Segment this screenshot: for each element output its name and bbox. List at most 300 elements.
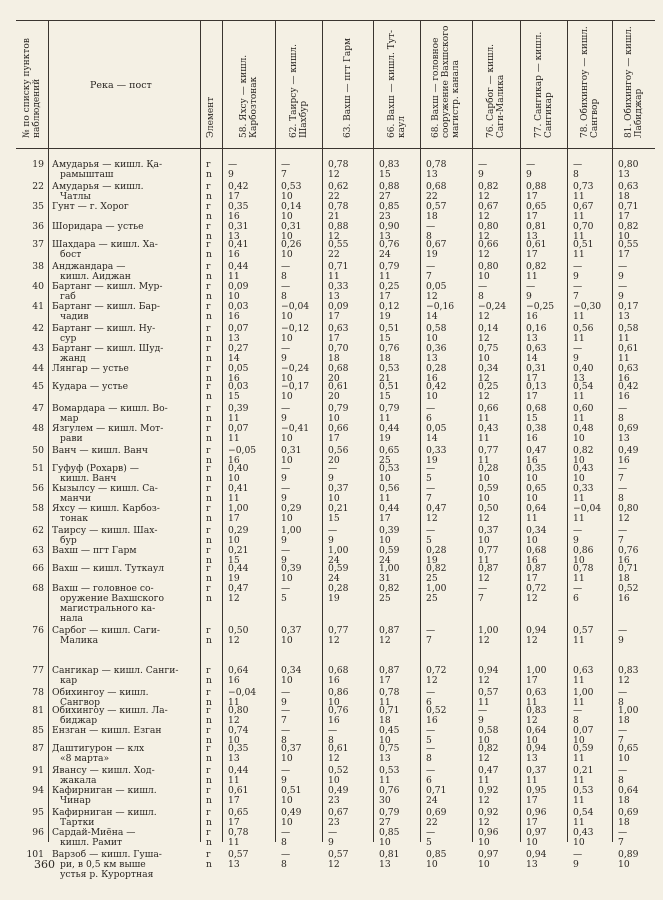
observation-count: 16 bbox=[526, 455, 538, 466]
observation-count: 16 bbox=[526, 433, 538, 444]
correlation-value: 0,51 bbox=[379, 323, 400, 334]
correlation-value: 0,63 bbox=[618, 363, 639, 374]
observation-count: 10 bbox=[573, 735, 585, 746]
river-post-name: Даштигурон — клх bbox=[52, 743, 145, 754]
river-post-name: кишл. Рамит bbox=[60, 837, 123, 848]
observation-count: 10 bbox=[281, 817, 293, 828]
observation-count: 17 bbox=[228, 191, 240, 202]
column-divider bbox=[200, 20, 201, 842]
correlation-value: 0,65 bbox=[526, 483, 547, 494]
observation-count: 5 bbox=[426, 837, 432, 848]
correlation-value: 0,14 bbox=[281, 201, 302, 212]
river-post-name: Лянгар — устье bbox=[52, 363, 129, 374]
observation-count: 15 bbox=[379, 169, 391, 180]
header-line: сооружение Вахшского bbox=[441, 25, 451, 138]
correlation-value: 0,27 bbox=[228, 343, 249, 354]
correlation-value: 0,57 bbox=[426, 201, 447, 212]
observation-count: 5 bbox=[426, 535, 432, 546]
row-number: 85 bbox=[32, 725, 44, 736]
observation-count: 17 bbox=[618, 249, 630, 260]
correlation-value: 0,71 bbox=[426, 785, 447, 796]
observation-count: 10 bbox=[281, 753, 293, 764]
observation-count: 13 bbox=[379, 753, 391, 764]
correlation-value: 0,58 bbox=[426, 323, 447, 334]
observation-count: 10 bbox=[228, 291, 240, 302]
observation-count: 12 bbox=[328, 753, 340, 764]
observation-count: 9 bbox=[618, 291, 624, 302]
correlation-value: 0,28 bbox=[328, 583, 349, 594]
observation-count: 16 bbox=[618, 555, 630, 566]
observation-count: 16 bbox=[618, 391, 630, 402]
header-line: магистр. канала bbox=[451, 59, 461, 138]
correlation-value: — bbox=[426, 483, 436, 494]
element-symbol: r bbox=[206, 363, 211, 374]
correlation-value: 1,00 bbox=[573, 687, 594, 698]
header-line: Саги-Малика bbox=[496, 74, 506, 138]
correlation-value: 0,64 bbox=[526, 503, 547, 514]
observation-count: 6 bbox=[573, 593, 579, 604]
row-number: 40 bbox=[32, 281, 44, 292]
correlation-value: −0,25 bbox=[526, 301, 555, 312]
row-number: 96 bbox=[32, 827, 44, 838]
river-post-name: Вомардара — кишл. Во- bbox=[52, 403, 168, 414]
observation-count: 13 bbox=[618, 311, 630, 322]
correlation-value: 0,71 bbox=[618, 201, 639, 212]
header-line: 58. Яхсу — кишл. bbox=[238, 54, 249, 138]
observation-count: 18 bbox=[328, 353, 340, 364]
observation-count: 9 bbox=[526, 291, 532, 302]
row-number: 19 bbox=[32, 159, 44, 170]
observation-count: 13 bbox=[618, 433, 630, 444]
river-post-name: кар bbox=[60, 675, 78, 686]
correlation-value: 0,66 bbox=[478, 239, 499, 250]
correlation-value: 0,49 bbox=[328, 785, 349, 796]
correlation-value: 0,21 bbox=[228, 545, 249, 556]
observation-count: 10 bbox=[328, 413, 340, 424]
observation-count: 16 bbox=[228, 455, 240, 466]
correlation-value: — bbox=[526, 281, 536, 292]
correlation-value: 0,09 bbox=[328, 301, 349, 312]
observation-count: 17 bbox=[526, 191, 538, 202]
correlation-value: 0,38 bbox=[526, 423, 547, 434]
correlation-value: 0,59 bbox=[478, 483, 499, 494]
observation-count: 19 bbox=[426, 455, 438, 466]
correlation-value: 0,44 bbox=[228, 563, 249, 574]
correlation-value: 0,21 bbox=[573, 765, 594, 776]
observation-count: 11 bbox=[573, 573, 585, 584]
header-line: каул bbox=[396, 115, 407, 138]
observation-count: 19 bbox=[379, 433, 391, 444]
correlation-value: 0,48 bbox=[573, 423, 594, 434]
correlation-value: 0,78 bbox=[328, 159, 349, 170]
element-symbol: r bbox=[206, 181, 211, 192]
row-number: 76 bbox=[32, 625, 44, 636]
observation-count: 8 bbox=[281, 271, 287, 282]
correlation-value: — bbox=[281, 483, 291, 494]
correlation-value: 0,52 bbox=[328, 765, 349, 776]
observation-count: 10 bbox=[618, 753, 630, 764]
correlation-value: 1,00 bbox=[478, 625, 499, 636]
river-post-name: Чинар bbox=[60, 795, 91, 806]
correlation-value: 0,83 bbox=[526, 705, 547, 716]
element-symbol: n bbox=[206, 291, 212, 302]
correlation-value: 0,05 bbox=[228, 363, 249, 374]
correlation-value: 1,00 bbox=[328, 545, 349, 556]
observation-count: 25 bbox=[379, 593, 391, 604]
correlation-value: 0,33 bbox=[426, 445, 447, 456]
correlation-value: 0,36 bbox=[426, 343, 447, 354]
correlation-value: 0,33 bbox=[328, 281, 349, 292]
correlation-value: 0,71 bbox=[379, 705, 400, 716]
correlation-value: 0,50 bbox=[228, 625, 249, 636]
river-post-name: оружение Вахшского bbox=[60, 593, 165, 604]
correlation-value: 0,53 bbox=[281, 181, 302, 192]
element-symbol: n bbox=[206, 333, 212, 344]
row-number: 94 bbox=[32, 785, 44, 796]
row-number: 50 bbox=[32, 445, 44, 456]
correlation-value: −0,04 bbox=[228, 687, 257, 698]
element-symbol: r bbox=[206, 159, 211, 170]
column-divider bbox=[275, 20, 276, 842]
observation-count: 7 bbox=[426, 635, 432, 646]
row-number: 22 bbox=[32, 181, 44, 192]
observation-count: 12 bbox=[526, 715, 538, 726]
observation-count: 16 bbox=[618, 593, 630, 604]
correlation-value: 0,61 bbox=[328, 381, 349, 392]
correlation-value: — bbox=[478, 583, 488, 594]
observation-count: 10 bbox=[281, 333, 293, 344]
correlation-value: — bbox=[618, 725, 628, 736]
correlation-value: 0,69 bbox=[618, 807, 639, 818]
correlation-value: 0,76 bbox=[618, 545, 639, 556]
river-post-name: Сардай-Миёна — bbox=[52, 827, 136, 838]
correlation-value: — bbox=[573, 583, 583, 594]
observation-count: 13 bbox=[379, 859, 391, 870]
observation-count: 8 bbox=[618, 413, 624, 424]
observation-count: 10 bbox=[281, 231, 293, 242]
correlation-value: 0,34 bbox=[281, 665, 302, 676]
element-symbol: n bbox=[206, 775, 212, 786]
correlation-value: — bbox=[328, 463, 338, 474]
row-number: 41 bbox=[32, 301, 44, 312]
correlation-value: 0,68 bbox=[426, 181, 447, 192]
correlation-value: 0,13 bbox=[526, 381, 547, 392]
correlation-value: 0,44 bbox=[379, 503, 400, 514]
river-post-name: магистрального ка- bbox=[60, 603, 156, 614]
correlation-value: 0,71 bbox=[618, 563, 639, 574]
observation-count: 8 bbox=[281, 291, 287, 302]
correlation-value: — bbox=[478, 705, 488, 716]
correlation-value: — bbox=[228, 159, 238, 170]
row-number: 63 bbox=[32, 545, 44, 556]
correlation-value: −0,04 bbox=[281, 301, 310, 312]
observation-count: 11 bbox=[228, 697, 240, 708]
observation-count: 19 bbox=[328, 593, 340, 604]
correlation-value: 0,65 bbox=[618, 743, 639, 754]
element-symbol: r bbox=[206, 423, 211, 434]
correlation-value: 0,77 bbox=[478, 545, 499, 556]
observation-count: 18 bbox=[618, 795, 630, 806]
row-number: 101 bbox=[26, 849, 44, 860]
observation-count: 15 bbox=[228, 555, 240, 566]
correlation-value: — bbox=[426, 261, 436, 272]
correlation-value: 0,42 bbox=[228, 181, 249, 192]
element-symbol: n bbox=[206, 249, 212, 260]
observation-count: 10 bbox=[526, 473, 538, 484]
observation-count: 12 bbox=[426, 291, 438, 302]
correlation-value: 0,87 bbox=[526, 563, 547, 574]
river-post-name: кишл. Аиджан bbox=[60, 271, 131, 282]
correlation-value: 0,42 bbox=[426, 381, 447, 392]
correlation-value: — bbox=[281, 687, 291, 698]
observation-count: 31 bbox=[379, 573, 391, 584]
observation-count: 11 bbox=[573, 333, 585, 344]
correlation-value: −0,17 bbox=[281, 381, 310, 392]
observation-count: 9 bbox=[281, 413, 287, 424]
correlation-value: 0,78 bbox=[573, 563, 594, 574]
observation-count: 11 bbox=[573, 795, 585, 806]
river-post-name: Кафирниган — кишл. bbox=[52, 807, 157, 818]
observation-count: 11 bbox=[573, 635, 585, 646]
observation-count: 11 bbox=[573, 413, 585, 424]
observation-count: 11 bbox=[526, 775, 538, 786]
element-symbol: r bbox=[206, 301, 211, 312]
element-symbol: r bbox=[206, 687, 211, 698]
observation-count: 7 bbox=[281, 715, 287, 726]
correlation-value: 0,07 bbox=[228, 323, 249, 334]
correlation-value: 0,17 bbox=[618, 301, 639, 312]
correlation-value: 0,82 bbox=[618, 221, 639, 232]
observation-count: 12 bbox=[478, 249, 490, 260]
river-post-name: Бартанг — кишл. Мур- bbox=[52, 281, 163, 292]
correlation-value: −0,30 bbox=[573, 301, 602, 312]
element-symbol: r bbox=[206, 665, 211, 676]
observation-count: 16 bbox=[228, 249, 240, 260]
correlation-value: 0,49 bbox=[618, 445, 639, 456]
river-post-name: жакала bbox=[60, 775, 97, 786]
observation-count: 7 bbox=[618, 735, 624, 746]
observation-count: 19 bbox=[379, 311, 391, 322]
observation-count: 10 bbox=[328, 775, 340, 786]
observation-count: 13 bbox=[228, 859, 240, 870]
correlation-value: 1,00 bbox=[228, 503, 249, 514]
correlation-value: 0,97 bbox=[526, 827, 547, 838]
observation-count: 7 bbox=[618, 473, 624, 484]
element-symbol: n bbox=[206, 635, 212, 646]
element-symbol: r bbox=[206, 381, 211, 392]
observation-count: 9 bbox=[328, 535, 334, 546]
observation-count: 5 bbox=[281, 593, 287, 604]
column-divider bbox=[567, 20, 568, 842]
observation-count: 22 bbox=[328, 249, 340, 260]
correlation-value: 0,37 bbox=[328, 483, 349, 494]
correlation-value: 0,05 bbox=[426, 423, 447, 434]
correlation-value: — bbox=[526, 159, 536, 170]
correlation-value: 0,88 bbox=[328, 221, 349, 232]
element-symbol: n bbox=[206, 593, 212, 604]
element-symbol: r bbox=[206, 785, 211, 796]
correlation-value: 0,57 bbox=[478, 687, 499, 698]
observation-count: 13 bbox=[573, 373, 585, 384]
observation-count: 12 bbox=[228, 715, 240, 726]
correlation-value: 0,69 bbox=[426, 807, 447, 818]
correlation-value: 0,39 bbox=[228, 403, 249, 414]
correlation-value: 0,89 bbox=[618, 849, 639, 860]
observation-count: 24 bbox=[379, 555, 391, 566]
observation-count: 9 bbox=[228, 169, 234, 180]
observation-count: 11 bbox=[573, 493, 585, 504]
correlation-value: 0,69 bbox=[618, 423, 639, 434]
observation-count: 20 bbox=[328, 373, 340, 384]
row-number: 51 bbox=[32, 463, 44, 474]
observation-count: 12 bbox=[478, 675, 490, 686]
observation-count: 5 bbox=[426, 735, 432, 746]
correlation-value: −0,16 bbox=[426, 301, 455, 312]
river-post-name: Шоридара — устье bbox=[52, 221, 144, 232]
correlation-value: 0,51 bbox=[281, 785, 302, 796]
correlation-value: 0,72 bbox=[426, 665, 447, 676]
river-post-name: Гуфуф (Рохарв) — bbox=[52, 463, 139, 474]
correlation-value: 0,44 bbox=[228, 261, 249, 272]
observation-count: 11 bbox=[618, 333, 630, 344]
correlation-value: — bbox=[618, 261, 628, 272]
observation-count: 11 bbox=[573, 775, 585, 786]
correlation-value: 0,88 bbox=[379, 181, 400, 192]
header-line: Элемент bbox=[206, 96, 216, 138]
correlation-value: 0,78 bbox=[228, 827, 249, 838]
element-symbol: n bbox=[206, 493, 212, 504]
correlation-value: 0,97 bbox=[478, 849, 499, 860]
observation-count: 10 bbox=[478, 353, 490, 364]
correlation-value: — bbox=[426, 525, 436, 536]
correlation-value: 0,44 bbox=[228, 765, 249, 776]
observation-count: 17 bbox=[379, 513, 391, 524]
correlation-value: 0,83 bbox=[618, 665, 639, 676]
observation-count: 12 bbox=[379, 635, 391, 646]
row-number: 48 bbox=[32, 423, 44, 434]
observation-count: 18 bbox=[618, 573, 630, 584]
observation-count: 13 bbox=[426, 353, 438, 364]
correlation-value: 0,49 bbox=[281, 807, 302, 818]
correlation-value: 0,34 bbox=[478, 363, 499, 374]
correlation-value: 0,92 bbox=[478, 807, 499, 818]
observation-count: 7 bbox=[281, 169, 287, 180]
element-symbol: n bbox=[206, 191, 212, 202]
observation-count: 14 bbox=[526, 353, 538, 364]
observation-count: 22 bbox=[426, 191, 438, 202]
observation-count: 9 bbox=[478, 715, 484, 726]
observation-count: 23 bbox=[328, 795, 340, 806]
header-river: Река — пост bbox=[90, 80, 152, 91]
correlation-value: — bbox=[618, 403, 628, 414]
observation-count: 11 bbox=[526, 513, 538, 524]
row-number: 43 bbox=[32, 343, 44, 354]
observation-count: 20 bbox=[328, 391, 340, 402]
observation-count: 11 bbox=[573, 697, 585, 708]
element-symbol: r bbox=[206, 343, 211, 354]
observation-count: 11 bbox=[618, 353, 630, 364]
table-top-border bbox=[16, 20, 655, 21]
observation-count: 13 bbox=[526, 859, 538, 870]
correlation-value: 0,12 bbox=[379, 301, 400, 312]
correlation-value: — bbox=[281, 159, 291, 170]
observation-count: 10 bbox=[478, 735, 490, 746]
observation-count: 10 bbox=[281, 513, 293, 524]
observation-count: 24 bbox=[426, 795, 438, 806]
river-post-name: мар bbox=[60, 413, 79, 424]
correlation-value: 0,67 bbox=[328, 807, 349, 818]
observation-count: 12 bbox=[228, 593, 240, 604]
correlation-value: 0,66 bbox=[478, 403, 499, 414]
correlation-value: — bbox=[573, 281, 583, 292]
observation-count: 11 bbox=[573, 231, 585, 242]
element-symbol: r bbox=[206, 503, 211, 514]
correlation-value: 0,90 bbox=[379, 221, 400, 232]
observation-count: 15 bbox=[228, 391, 240, 402]
element-symbol: r bbox=[206, 525, 211, 536]
correlation-value: 0,14 bbox=[478, 323, 499, 334]
correlation-value: 0,82 bbox=[379, 583, 400, 594]
observation-count: 13 bbox=[228, 333, 240, 344]
header-line: Сангикар bbox=[543, 92, 554, 138]
correlation-value: 0,88 bbox=[526, 181, 547, 192]
correlation-value: 1,00 bbox=[426, 583, 447, 594]
correlation-value: 0,60 bbox=[573, 403, 594, 414]
correlation-value: 0,50 bbox=[478, 503, 499, 514]
observation-count: 10 bbox=[281, 795, 293, 806]
correlation-value: 0,28 bbox=[426, 545, 447, 556]
observation-count: 8 bbox=[281, 837, 287, 848]
correlation-value: — bbox=[281, 705, 291, 716]
correlation-value: 0,86 bbox=[573, 545, 594, 556]
observation-count: 27 bbox=[379, 817, 391, 828]
correlation-value: 0,57 bbox=[573, 625, 594, 636]
correlation-value: 0,55 bbox=[618, 239, 639, 250]
element-symbol: n bbox=[206, 817, 212, 828]
row-number: 42 bbox=[32, 323, 44, 334]
river-post-name: Яхсу — кишл. Карбоз- bbox=[52, 503, 160, 514]
river-post-name: Кафирниган — кишл. bbox=[52, 785, 157, 796]
observation-count: 20 bbox=[328, 455, 340, 466]
observation-count: 11 bbox=[573, 753, 585, 764]
element-symbol: n bbox=[206, 715, 212, 726]
observation-count: 13 bbox=[618, 169, 630, 180]
correlation-value: 0,53 bbox=[573, 785, 594, 796]
observation-count: 13 bbox=[526, 231, 538, 242]
correlation-value: 0,65 bbox=[228, 807, 249, 818]
header-separator bbox=[16, 148, 655, 149]
row-number: 68 bbox=[32, 583, 44, 594]
observation-count: 11 bbox=[478, 697, 490, 708]
observation-count: 11 bbox=[228, 775, 240, 786]
observation-count: 12 bbox=[328, 169, 340, 180]
correlation-value: — bbox=[618, 483, 628, 494]
element-symbol: n bbox=[206, 795, 212, 806]
correlation-value: 1,00 bbox=[281, 525, 302, 536]
correlation-value: 0,72 bbox=[526, 583, 547, 594]
correlation-value: — bbox=[426, 625, 436, 636]
correlation-value: 0,35 bbox=[526, 463, 547, 474]
element-symbol: r bbox=[206, 239, 211, 250]
observation-count: 17 bbox=[526, 211, 538, 222]
observation-count: 11 bbox=[228, 413, 240, 424]
observation-count: 11 bbox=[478, 413, 490, 424]
element-symbol: n bbox=[206, 373, 212, 384]
observation-count: 10 bbox=[478, 493, 490, 504]
river-post-name: Вахш — пгт Гарм bbox=[52, 545, 137, 556]
observation-count: 23 bbox=[328, 817, 340, 828]
correlation-value: 0,35 bbox=[228, 201, 249, 212]
